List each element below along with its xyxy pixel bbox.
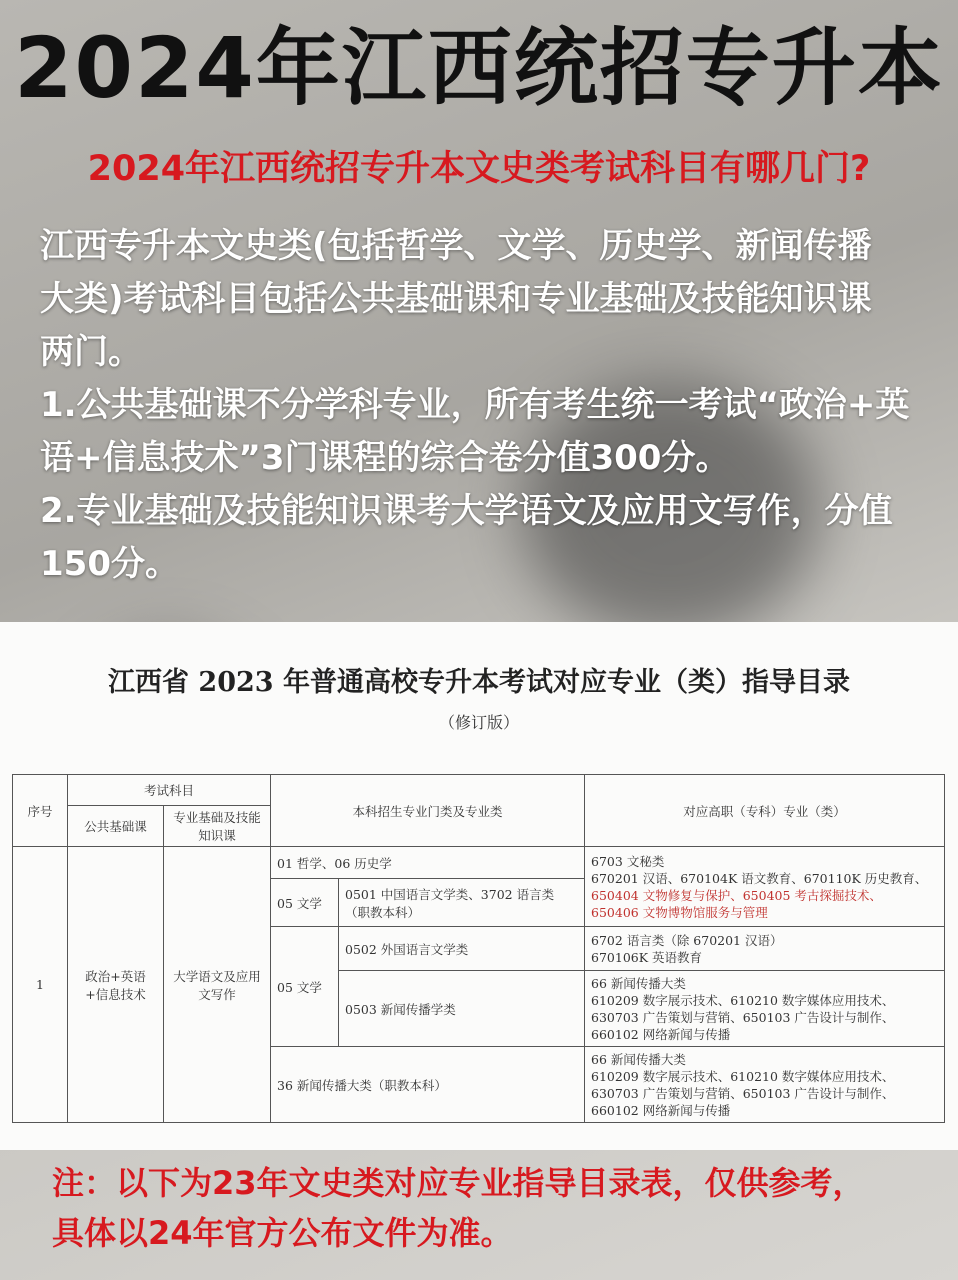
- vocational-line: 6703 文秘类: [591, 853, 665, 869]
- body-text: [40, 220, 930, 591]
- cell-group4-vocational: [585, 1047, 945, 1123]
- cell-group2-category: 05 文学: [271, 879, 339, 927]
- cell-group3b-vocational: [585, 971, 945, 1047]
- vocational-line: 610209 数字展示技术、610210 数字媒体应用技术、: [591, 1068, 895, 1084]
- cell-group1: 01 哲学、06 历史学: [271, 847, 585, 879]
- body-line: 两门。: [40, 332, 142, 372]
- vocational-line: 670201 汉语、670104K 语文教育、670110K 历史教育、: [591, 870, 928, 886]
- catalog-table: [12, 774, 945, 1123]
- header-seq: 序号: [13, 775, 68, 847]
- header-undergrad: 本科招生专业门类及专业类: [271, 775, 585, 847]
- cell-group2-major: 0501 中国语言文学类、3702 语言类（职教本科）: [339, 879, 585, 927]
- cell-group3-category: 05 文学: [271, 927, 339, 1047]
- cell-seq: 1: [13, 847, 68, 1123]
- vocational-line: 66 新闻传播大类: [591, 975, 686, 991]
- cell-group3a-vocational: [585, 927, 945, 971]
- document-subtitle: （修订版）: [438, 713, 519, 732]
- headline: 2024年江西统招专升本: [14, 19, 944, 117]
- header-vocational: 对应高职（专科）专业（类）: [585, 775, 945, 847]
- document-scan: [0, 622, 958, 1150]
- vocational-line: 670106K 英语教育: [591, 949, 703, 965]
- footnote-line: 注：以下为23年文史类对应专业指导目录表，仅供参考，: [52, 1164, 865, 1202]
- vocational-line: 650404 文物修复与保护、650405 考古探掘技术、: [591, 887, 882, 903]
- header-public-course: 公共基础课: [68, 806, 164, 847]
- cell-group3b-major: 0503 新闻传播学类: [339, 971, 585, 1047]
- vocational-line: 610209 数字展示技术、610210 数字媒体应用技术、: [591, 992, 895, 1008]
- body-line: 1.公共基础课不分学科专业，所有考生统一考试“政治+英: [40, 385, 910, 425]
- vocational-line: 66 新闻传播大类: [591, 1051, 686, 1067]
- cell-group3a-major: 0502 外国语言文学类: [339, 927, 585, 971]
- vocational-line: 660102 网络新闻与传播: [591, 1026, 731, 1042]
- vocational-line: 650406 文物博物馆服务与管理: [591, 904, 768, 920]
- footnote-line: 具体以24年官方公布文件为准。: [52, 1214, 513, 1252]
- vocational-line: 630703 广告策划与营销、650103 广告设计与制作、: [591, 1085, 895, 1101]
- header-major-course: 专业基础及技能知识课: [164, 806, 271, 847]
- cell-major-course: 大学语文及应用文写作: [164, 847, 271, 1123]
- cell-group1-vocational: [585, 847, 945, 927]
- body-line: 语+信息技术”3门课程的综合卷分值300分。: [40, 438, 730, 478]
- cell-group4: 36 新闻传播大类（职教本科）: [271, 1047, 585, 1123]
- header-exam-subjects: 考试科目: [68, 775, 271, 806]
- vocational-line: 660102 网络新闻与传播: [591, 1102, 731, 1118]
- body-line: 江西专升本文史类(包括哲学、文学、历史学、新闻传播: [40, 226, 872, 266]
- body-line: 150分。: [40, 544, 179, 584]
- body-line: 大类)考试科目包括公共基础课和专业基础及技能知识课: [40, 279, 872, 319]
- footnote: [52, 1158, 952, 1258]
- subtitle: 2024年江西统招专升本文史类考试科目有哪几门?: [87, 149, 871, 189]
- document-title: 江西省 2023 年普通高校专升本考试对应专业（类）指导目录: [108, 667, 850, 698]
- vocational-line: 6702 语言类（除 670201 汉语）: [591, 932, 783, 948]
- cell-public-course: 政治+英语+信息技术: [68, 847, 164, 1123]
- vocational-line: 630703 广告策划与营销、650103 广告设计与制作、: [591, 1009, 895, 1025]
- body-line: 2.专业基础及技能知识课考大学语文及应用文写作，分值: [40, 491, 893, 531]
